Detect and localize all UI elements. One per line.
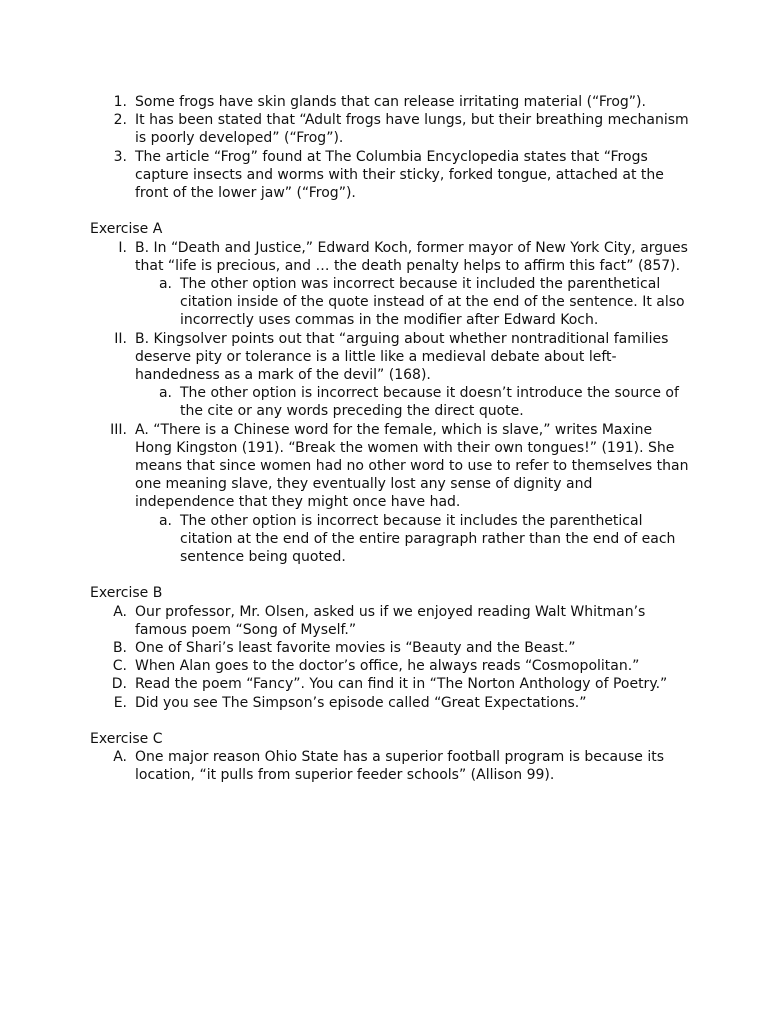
sub-list-item: [90, 275, 690, 330]
exercise-b-heading: Exercise B: [90, 585, 163, 602]
roman-numeral: III.: [110, 421, 127, 438]
list-item-text: A. “There is a Chinese word for the female, which is slave,” writes Maxine Hong Kingston (191). “Break the women with their own tongues!” (191). She means that since women had no other word to use to refer to themselves than one meaning slave, they eventually lost any sense of dignity and independence that they might once have had.: [135, 421, 689, 511]
exercise-c-section: [90, 730, 690, 785]
list-item-text: The article “Frog” found at The Columbia Encyclopedia states that “Frogs capture insects and worms with their sticky, forked tongue, attached at the front of the lower jaw” (“Frog”).: [135, 148, 664, 202]
list-number: 3.: [113, 148, 127, 165]
list-letter: E.: [113, 694, 127, 711]
list-item-text: One major reason Ohio State has a superior football program is because its location, “it pulls from superior feeder schools” (Allison 99).: [135, 749, 665, 784]
sub-item-text: The other option was incorrect because it included the parenthetical citation inside of the quote instead of at the end of the sentence. It also incorrectly uses commas in the modifier after Edward Koch.: [180, 276, 685, 329]
list-item: [90, 639, 690, 657]
list-number: 1.: [113, 94, 127, 110]
document-page: [90, 93, 690, 785]
list-number: 2.: [113, 112, 127, 129]
roman-numeral: I.: [118, 239, 127, 256]
exercise-a-heading: Exercise A: [90, 221, 163, 238]
roman-numeral: II.: [114, 330, 127, 347]
list-item: [90, 239, 690, 275]
list-item: [90, 657, 690, 675]
list-item: [90, 93, 690, 111]
exercise-c-heading: Exercise C: [90, 731, 163, 748]
sub-label: a.: [158, 276, 172, 293]
list-letter: A.: [113, 603, 127, 620]
sub-list-item: [90, 512, 690, 567]
list-item-text: Some frogs have skin glands that can release irritating material (“Frog”).: [135, 94, 646, 110]
list-letter: C.: [112, 658, 127, 675]
list-item-text: It has been stated that “Adult frogs have lungs, but their breathing mechanism is poorly developed” (“Frog”).: [135, 112, 689, 147]
list-item: [90, 111, 690, 147]
list-letter: A.: [113, 749, 127, 766]
list-item: [90, 330, 690, 385]
list-item-text: Did you see The Simpson’s episode called “Great Expectations.”: [135, 694, 587, 711]
list-letter: D.: [111, 676, 127, 693]
list-item-text: Read the poem “Fancy”. You can find it in “The Norton Anthology of Poetry.”: [135, 676, 668, 693]
list-item-text: When Alan goes to the doctor’s office, he always reads “Cosmopolitan.”: [135, 658, 640, 675]
list-item-text: B. In “Death and Justice,” Edward Koch, former mayor of New York City, argues that “life is precious, and … the death penalty helps to affirm this fact” (857).: [135, 239, 688, 274]
list-item-text: One of Shari’s least favorite movies is “Beauty and the Beast.”: [135, 640, 576, 657]
sub-label: a.: [158, 385, 172, 402]
exercise-b-section: [90, 584, 690, 711]
list-item: [90, 675, 690, 693]
list-item: [90, 148, 690, 203]
spacer: [90, 566, 690, 584]
list-item-text: B. Kingsolver points out that “arguing about whether nontraditional families deserve pity or tolerance is a little like a medieval debate about left-handedness as a mark of the devil” (168).: [135, 330, 669, 384]
spacer: [90, 712, 690, 730]
exercise-a-section: [90, 220, 690, 566]
sub-item-text: The other option is incorrect because it includes the parenthetical citation at the end of the entire paragraph rather than the end of each sentence being quoted.: [180, 512, 676, 566]
list-item-text: Our professor, Mr. Olsen, asked us if we enjoyed reading Walt Whitman’s famous poem “Song of Myself.”: [135, 603, 646, 638]
list-letter: B.: [112, 640, 127, 657]
sub-item-text: The other option is incorrect because it doesn’t introduce the source of the cite or any words preceding the direct quote.: [180, 385, 679, 420]
intro-list: [90, 93, 690, 202]
sub-list-item: [90, 384, 690, 420]
list-item: [90, 748, 690, 784]
list-item: [90, 694, 690, 712]
sub-label: a.: [158, 512, 172, 529]
list-item: [90, 603, 690, 639]
list-item: [90, 421, 690, 512]
spacer: [90, 202, 690, 220]
